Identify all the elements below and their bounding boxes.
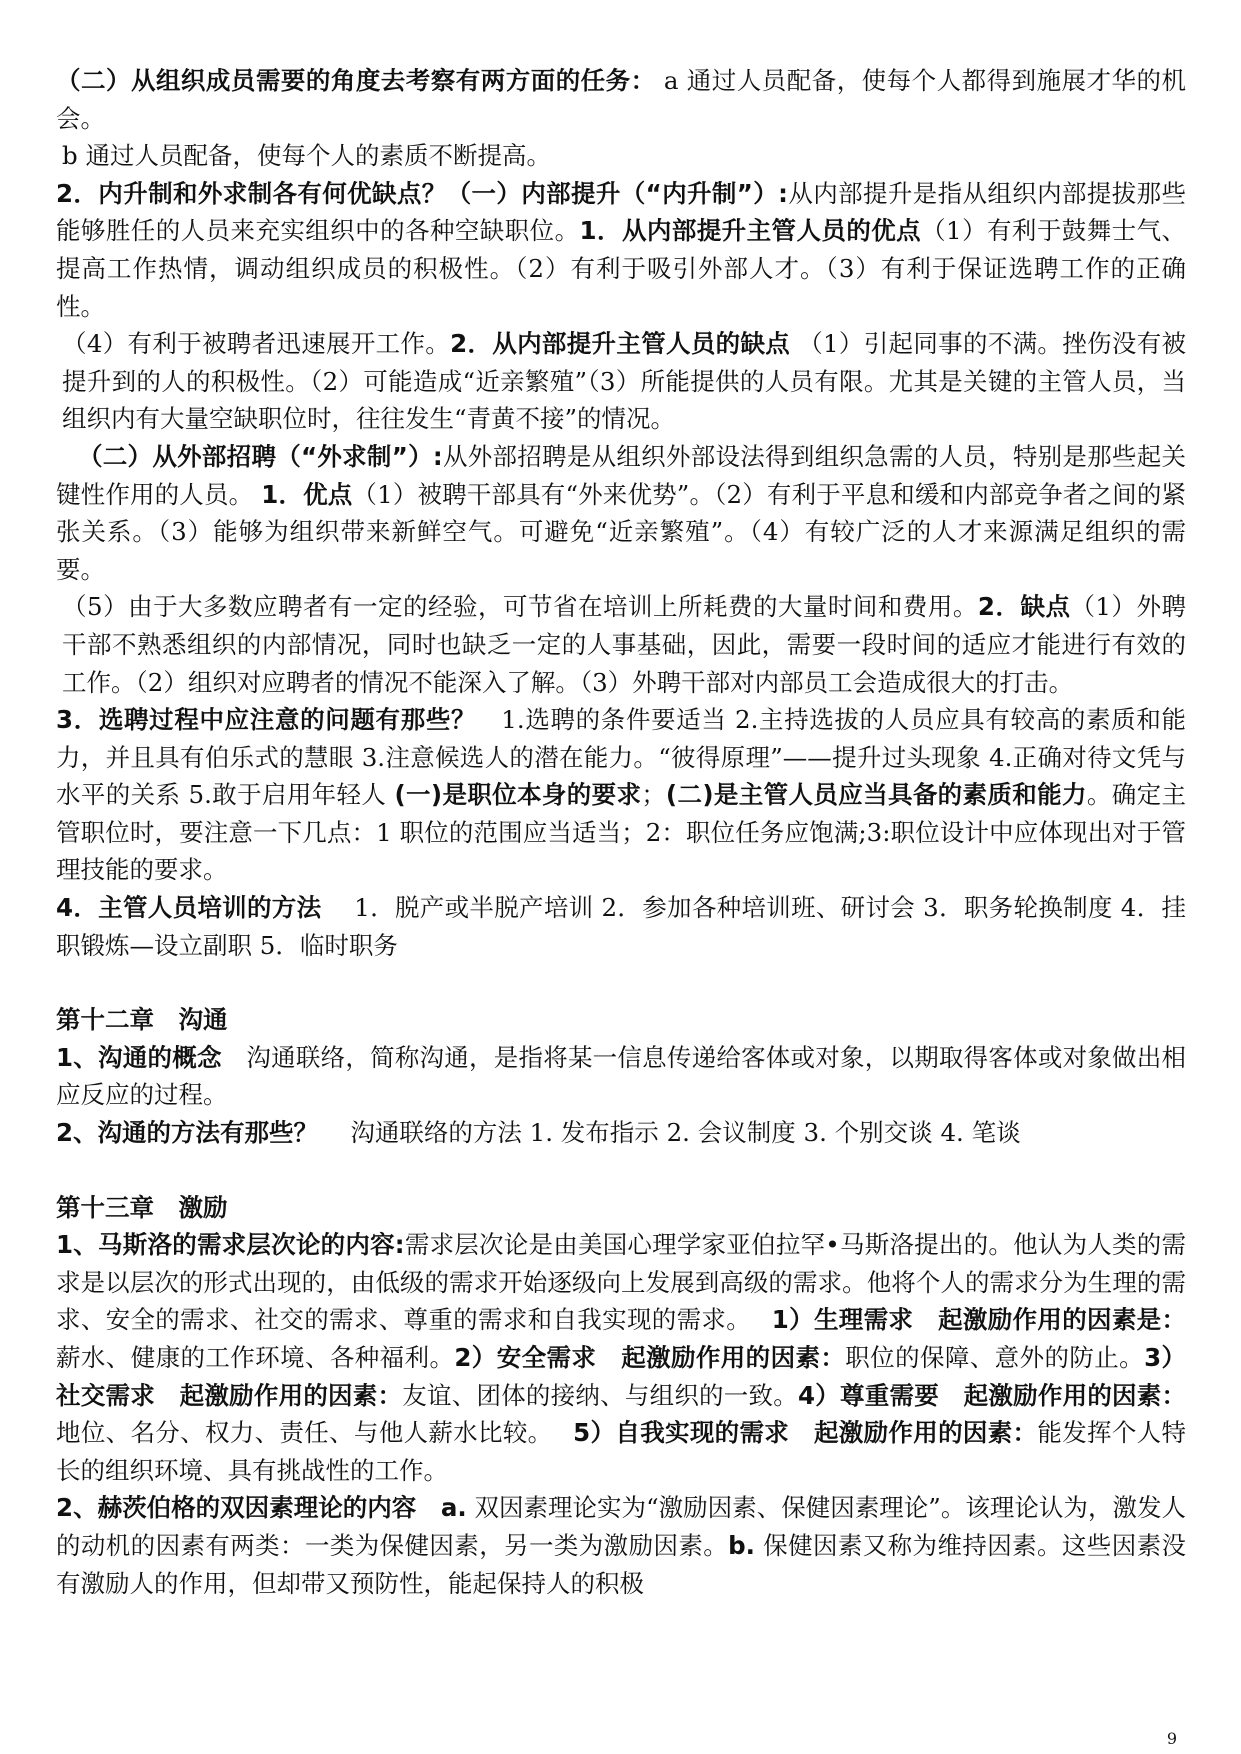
ch13-q2-title: 2、赫茨伯格的双因素理论的内容 [56, 1493, 417, 1523]
section-task-paragraph [56, 62, 1186, 137]
need-1-body: 薪水、健康的工作环境、各种福利。 [56, 1343, 455, 1372]
need-3-body: 友谊、团体的接纳、与组织的一致。 [402, 1380, 798, 1410]
need-2-title: 2）安全需求 起激励作用的因素： [454, 1343, 846, 1372]
chapter-12-heading: 第十二章 沟通 [56, 1005, 228, 1035]
q2-cons: （1）引起同事的不满。挫伤没有被提升到的人的积极性。（2）可能造成“近亲繁殖”（3）所能提供的人员有限。尤其是关键的主管人员，当组织内有大量空缺职位时，往往发生“青黄不接”的情况。 [62, 329, 1187, 434]
task-b: b 通过人员配备，使每个人的素质不断提高。 [62, 141, 551, 171]
q4-body: 1．脱产或半脱产培训 2．参加各种培训班、研讨会 3．职务轮换制度 4．挂职锻炼—设立副职 5．临时职务 [56, 893, 1187, 960]
need-2-body: 职位的保障、意外的防止。 [845, 1343, 1145, 1372]
ch12-q2-body: 沟通联络的方法 1. 发布指示 2. 会议制度 3. 个别交谈 4. 笔谈 [318, 1118, 1021, 1148]
need-3-title: 3）社交需求 起激励作用的因素： [56, 1343, 1187, 1410]
q3-req1: (一)是职位本身的要求 [394, 780, 642, 810]
ch13-q2-a-body: 双因素理论实为“激励因素、保健因素理论”。该理论认为，激发人的动机的因素有两类：一类为保健因素，另一类为激励因素。 [56, 1493, 1186, 1560]
q2-pros4-paragraph [56, 325, 1186, 438]
q2-ext-cons: （1）外聘干部不熟悉组织的内部情况，同时也缺乏一定的人事基础，因此，需要一段时间的适应才能进行有效的工作。（2）组织对应聘者的情况不能深入了解。（3）外聘干部对内部员工会造成很大的打击。 [62, 592, 1187, 697]
q3-sep: ； [641, 780, 666, 810]
need-5-body: 能发挥个人特长的组织环境、具有挑战性的工作。 [56, 1418, 1186, 1485]
q4-title: 4．主管人员培训的方法 [56, 893, 322, 923]
section-heading: （二）从组织成员需要的角度去考察有两方面的任务： [56, 66, 656, 95]
need-4-title: 4）尊重需要 起激励作用的因素： [797, 1380, 1187, 1410]
ch13-q2-paragraph [56, 1489, 1186, 1602]
q2-ext-pros5-paragraph [56, 588, 1186, 701]
q2-pros: （1）有利于鼓舞士气、提高工作热情，调动组织成员的积极性。（2）有利于吸引外部人才。（3）有利于保证选聘工作的正确性。 [56, 216, 1187, 321]
need-5-title: 5）自我实现的需求 起激励作用的因素： [573, 1418, 1038, 1448]
ch13-q1-paragraph [56, 1226, 1186, 1489]
page-number: 9 [1166, 1729, 1177, 1748]
need-4-body: 地位、名分、权力、责任、与他人薪水比较。 [56, 1418, 574, 1448]
need-1-title: 1）生理需求 起激励作用的因素是： [771, 1305, 1186, 1335]
q2-ext-pros-title: 1．优点 [261, 479, 353, 509]
ch13-q1-title: 1、马斯洛的需求层次论的内容: [56, 1230, 405, 1260]
q3-body: 1.选聘的条件要适当 2.主持选拔的人员应具有较高的素质和能力，并且具有伯乐式的慧眼 3.注意候选人的潜在能力。“彼得原理”——提升过头现象 4.正确对待文凭与水平的关系 5.敢于启用年轻人 [56, 705, 1186, 810]
ch12-q2-paragraph [56, 1114, 1186, 1152]
ch12-q2-title: 2、沟通的方法有那些？ [56, 1118, 319, 1148]
ch13-q2-a-label: a. [416, 1493, 467, 1523]
q2-ext-title: （二）从外部招聘（“外求制”）: [78, 441, 443, 471]
spacer [56, 964, 1186, 1001]
q3-paragraph [56, 701, 1186, 889]
q3-title: 3．选聘过程中应注意的问题有那些？ [56, 705, 477, 735]
q2-intro: 从内部提升是指从组织内部提拔那些能够胜任的人员来充实组织中的各种空缺职位。 [56, 178, 1187, 246]
ch12-q1-title: 1、沟通的概念 [56, 1042, 222, 1072]
ch13-q2-b-body: 保健因素又称为维持因素。这些因素没有激励人的作用，但却带又预防性，能起保持人的积极 [56, 1530, 1186, 1598]
q2-pros-title: 1．从内部提升主管人员的优点 [579, 216, 922, 246]
q3-tail: 。确定主管职位时，要注意一下几点：1 职位的范围应当适当；2：职位任务应饱满;3:职位设计中应体现出对于管理技能的要求。 [56, 780, 1186, 885]
q2-ext-intro: 从外部招聘是从组织外部设法得到组织急需的人员，特别是那些起关键性作用的人员。 [56, 441, 1186, 509]
q2-title: 2．内升制和外求制各有何优缺点？（一）内部提升（“内升制”）: [56, 178, 788, 208]
q2-cons-title: 2．从内部提升主管人员的缺点 [450, 329, 791, 359]
q2-external-paragraph [56, 438, 1186, 588]
q2-ext-pros: （1）被聘干部具有“外来优势”。（2）有利于平息和缓和内部竞争者之间的紧张关系。（3）能够为组织带来新鲜空气。可避免“近亲繁殖”。（4）有较广泛的人才来源满足组织的需要。 [56, 479, 1186, 584]
ch12-q1-body: 沟通联络，简称沟通，是指将某一信息传递给客体或对象，以期取得客体或对象做出相应反应的过程。 [56, 1042, 1187, 1110]
q2-pros4: （4）有利于被聘者迅速展开工作。 [62, 329, 451, 359]
ch13-q1-intro: 需求层次论是由美国心理学家亚伯拉罕•马斯洛提出的。他认为人类的需求是以层次的形式出现的，由低级的需求开始逐级向上发展到高级的需求。他将个人的需求分为生理的需求、安全的需求、社交的需求、尊重的需求和自我实现的需求。 [56, 1230, 1187, 1335]
q2-ext-cons-title: 2．缺点 [977, 592, 1071, 622]
task-a: a 通过人员配备，使每个人都得到施展才华的机会。 [56, 66, 1187, 133]
q2-paragraph [56, 175, 1186, 325]
q3-req2: (二)是主管人员应当具备的素质和能力 [665, 780, 1087, 810]
spacer [56, 1152, 1186, 1189]
q2-ext-pros5: （5）由于大多数应聘者有一定的经验，可节省在培训上所耗费的大量时间和费用。 [62, 592, 978, 622]
document-page [56, 62, 1186, 1602]
ch13-q2-b-label: b. [728, 1530, 755, 1560]
ch12-q1-paragraph [56, 1039, 1186, 1114]
chapter-13-heading: 第十三章 激励 [56, 1192, 228, 1222]
q4-paragraph [56, 889, 1186, 964]
